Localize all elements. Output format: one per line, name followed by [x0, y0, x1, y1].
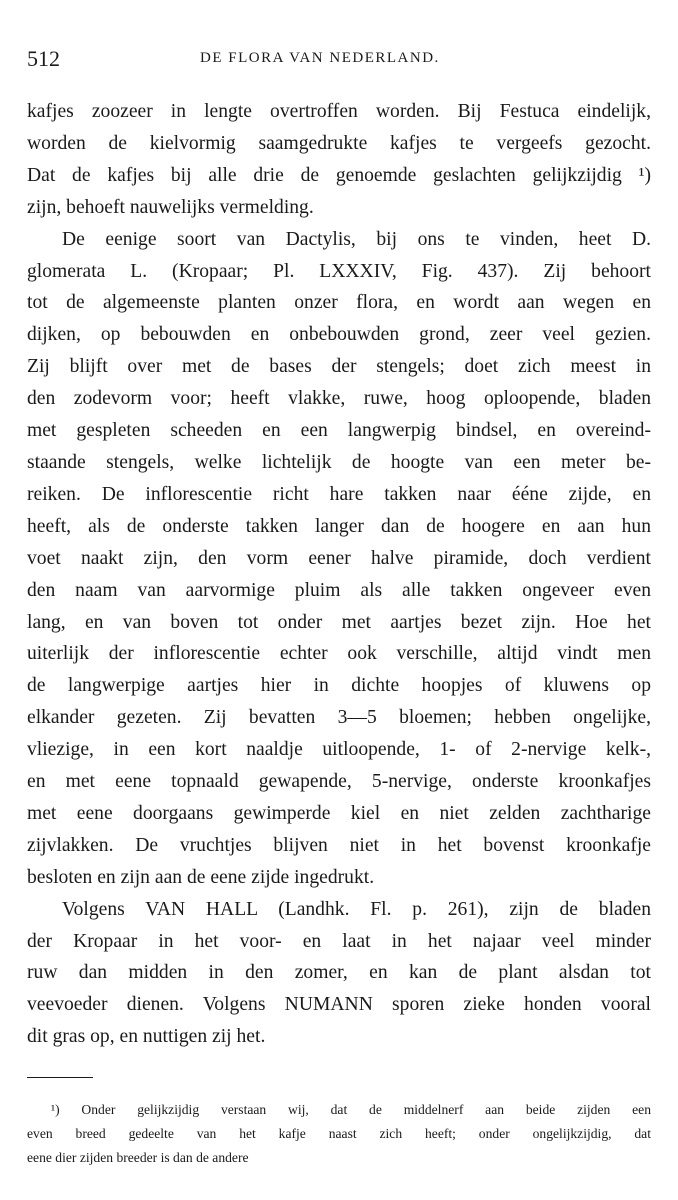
text-line: zijn, behoeft nauwelijks vermelding. [27, 196, 314, 218]
text-line: zijvlakken. De vruchtjes blijven niet in het bovenst kroonkafje [27, 834, 651, 856]
text-line: den naam van aarvormige pluim als alle takken ongeveer even [27, 579, 651, 601]
paragraph-2 [27, 224, 651, 894]
paragraph-1 [27, 96, 651, 224]
footnote-line: eene dier zijden breeder is dan de andere [27, 1150, 249, 1165]
paragraph-3 [27, 894, 651, 1054]
text-line: Dat de kafjes bij alle drie de genoemde geslachten gelijkzijdig ¹) [27, 164, 651, 186]
footnote-line: even breed gedeelte van het kafje naast zich heeft; onder ongelijkzijdig, dat [27, 1126, 651, 1141]
text-line: lang, en van boven tot onder met aartjes bezet zijn. Hoe het [27, 611, 651, 633]
footnote [27, 1098, 651, 1170]
text-line: voet naakt zijn, den vorm eener halve piramide, doch verdient [27, 547, 651, 569]
text-line: en met eene topnaald gewapende, 5-nervige, onderste kroonkafjes [27, 771, 651, 793]
body-text [27, 96, 651, 1053]
text-line: elkander gezeten. Zij bevatten 3—5 bloemen; hebben ongelijke, [27, 707, 651, 729]
text-line: dit gras op, en nuttigen zij het. [27, 1026, 266, 1048]
text-line: glomerata L. (Kropaar; Pl. LXXXIV, Fig. 437). Zij behoort [27, 260, 651, 282]
text-line: worden de kielvormig saamgedrukte kafjes te vergeefs gezocht. [27, 132, 651, 154]
text-line: uiterlijk der inflorescentie echter ook verschille, altijd vindt men [27, 643, 651, 665]
text-line: ruw dan midden in den zomer, en kan de plant alsdan tot [27, 962, 651, 984]
page-number: 512 [27, 46, 60, 71]
footnote-line: ¹) Onder gelijkzijdig verstaan wij, dat de middelnerf aan beide zijden een [51, 1102, 651, 1117]
text-line: de langwerpige aartjes hier in dichte hoopjes of kluwens op [27, 675, 651, 697]
text-line: reiken. De inflorescentie richt hare takken naar ééne zijde, en [27, 483, 651, 505]
running-title: DE FLORA VAN NEDERLAND. [200, 50, 440, 66]
text-line: Zij blijft over met de bases der stengels; doet zich meest in [27, 356, 651, 378]
text-line: staande stengels, welke lichtelijk de hoogte van een meter be- [27, 451, 651, 473]
text-line: met gespleten scheeden en een langwerpig bindsel, en overeind- [27, 420, 651, 442]
text-line: den zodevorm voor; heeft vlakke, ruwe, hoog oploopende, bladen [27, 388, 651, 410]
text-line: vliezige, in een kort naaldje uitloopende, 1- of 2-nervige kelk-, [27, 739, 651, 761]
text-line: dijken, op bebouwden en onbebouwden grond, zeer veel gezien. [27, 324, 651, 346]
text-line: der Kropaar in het voor- en laat in het najaar veel minder [27, 930, 651, 952]
text-line: Volgens VAN HALL (Landhk. Fl. p. 261), zijn de bladen [62, 898, 651, 920]
text-line: met eene doorgaans gewimperde kiel en niet zelden zachtharige [27, 802, 651, 824]
footnote-rule [27, 1077, 93, 1078]
text-line: veevoeder dienen. Volgens NUMANN sporen zieke honden vooral [27, 994, 651, 1016]
text-line: heeft, als de onderste takken langer dan de hoogere en aan hun [27, 515, 651, 537]
text-line: De eenige soort van Dactylis, bij ons te vinden, heet D. [62, 228, 651, 250]
text-line: kafjes zoozeer in lengte overtroffen worden. Bij Festuca eindelijk, [27, 101, 651, 122]
text-line: tot de algemeenste planten onzer flora, en wordt aan wegen en [27, 292, 651, 314]
text-line: besloten en zijn aan de eene zijde ingedrukt. [27, 866, 375, 888]
